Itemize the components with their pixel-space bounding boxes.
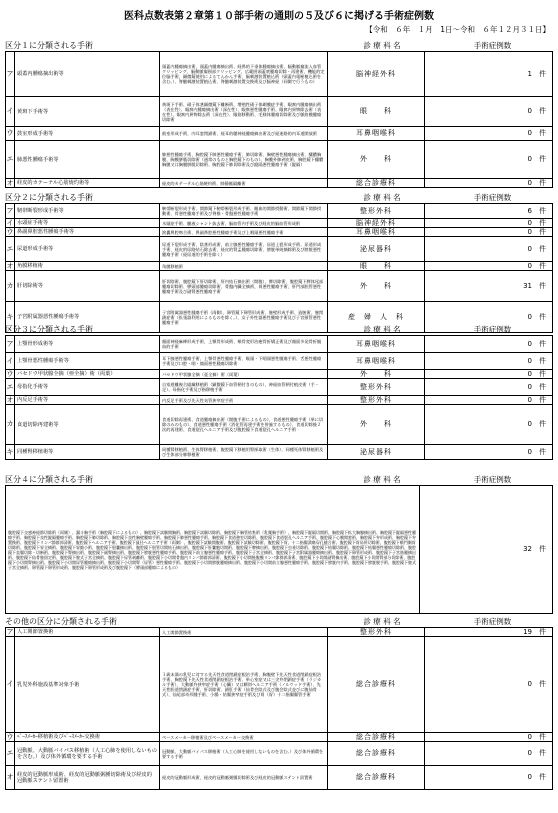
row-name: 上顎骨悪性腫瘍手術等	[15, 353, 160, 370]
row-desc: 耳下腺悪性腫瘍手術、上顎骨悪性腫瘍手術、喉頭・下咽頭悪性腫瘍手術、舌悪性腫瘍手術及び口腔・咽・顔面悪性腫瘍切除術	[160, 353, 328, 370]
row-desc: 自家遊離複合組織移植術（顕微鏡下血管柄付きのもの）、神経血管柄付植皮術（手・足）、母指化手術及び指移植手術	[160, 379, 328, 396]
row-key: オ	[6, 261, 14, 270]
row-desc: バセドウ甲状腺全摘（亜全摘）術（両葉）	[160, 370, 328, 379]
table-row	[6, 52, 553, 97]
row-key: オ	[6, 178, 14, 187]
dept-header: 診 療 科 名	[363, 325, 401, 334]
row-key: エ	[6, 742, 15, 766]
row-name: 上顎骨形成術等	[15, 336, 160, 353]
row-desc: 水頭症手術、髄液シャント抜去術、脳血管内手術及び経皮的脳血管形成術	[160, 219, 328, 228]
table-row	[6, 141, 553, 179]
section-table	[5, 627, 553, 790]
row-key: エ	[6, 141, 15, 179]
row-dept: 耳鼻咽喉科	[328, 228, 425, 237]
section-table	[5, 335, 553, 460]
row-key: イ	[6, 637, 15, 733]
row-desc: 冠動脈、大動脈バイパス移植術（人工心肺を使用しないものを含む。）及び体外循環を要する手術	[160, 742, 328, 766]
row-desc: 肝切除術、腹腔鏡下肝切除術、肝内結石摘出術（開腹）、膵切除術、腹腔鏡下膵体尾部腫瘍切除術、膵頭部腫瘍切除術、骨盤内臓全摘術、胃悪性腫瘍手術、肝門部胆管悪性腫瘍手術及び副腎悪性腫瘍手術	[160, 271, 328, 302]
row-count: 0 件	[425, 262, 553, 271]
row-dept: 眼 科	[328, 97, 425, 127]
row-name: 経皮的冠動脈形成術、経皮的冠動脈粥腫切除術及び経皮的冠動脈ステント留置術	[15, 766, 160, 790]
table-row	[6, 237, 553, 262]
row-name: 肝切除術等	[15, 271, 160, 302]
table-row	[6, 637, 553, 733]
row-count: 0 件	[425, 302, 553, 333]
row-key: オ	[6, 766, 15, 790]
row-count: 0 件	[425, 127, 553, 141]
row-desc: 肺悪性腫瘍手術、胸腔鏡下肺悪性腫瘍手術、肺切除術、胸壁悪性腫瘍摘出術、醸膿胸膜、胸膜胼胝切除術（通常のものと胸腔鏡下のもの）、胸膜外肺剥皮術、胸腔鏡下醸膿胸膜又は胸膜胼胝切除術、胸腔鏡下肺切除術及び縦隔悪性腫瘍手術（縦隔）	[160, 141, 328, 179]
table-row	[6, 271, 553, 302]
period-range: 【令和 ６年 １月 1日～令和 ６年１２月３１日】	[365, 25, 550, 34]
row-dept: 泌尿器科	[328, 237, 425, 262]
row-name: バセドウ甲状腺全摘（亜全摘）術（両葉）	[15, 370, 160, 379]
row-dept: 整形外科	[328, 396, 425, 405]
dept-header: 診 療 科 名	[363, 475, 401, 484]
row-count: 1 件	[425, 52, 553, 97]
row-desc: 内反足手術及び先天性気管狭窄症手術	[160, 396, 328, 405]
row-desc: 経皮的カテーテル心筋焼灼術、肺静脈隔離術	[160, 179, 328, 188]
row-dept: 泌尿器科	[328, 445, 425, 460]
row-name: 靭帯断裂形成手術等	[15, 204, 160, 219]
row-name: 頭蓋内腫瘍摘出術等	[15, 52, 160, 97]
row-desc: １歳未満の乳児に対する先天性食道閉鎖症根治手術、胸腹壁下先天性食道閉鎖症根治手術、胸腔鏡下先天性食道閉鎖症根治手術、単心室症又は三尖弁閉鎖症手術（ラジカル手術）、大動脈弁狭窄症手術（心臓）又は臍帯ヘルニア手術（ノルウッド手術）、先天性胆道閉鎖症手術、肝切除術、鎖肛手術（仙骨会陰式及び腹会陰式並びに腹仙骨式）、仙尾部奇形腫手術、小腸・結腸狭窄症手術及び胃（胃）十二指腸腸管手術	[160, 637, 328, 733]
table-row	[6, 742, 553, 766]
section-title: 区分２に分類される手術	[5, 193, 93, 202]
row-key: ア	[6, 336, 15, 353]
row-name: 乳児外科施設基準対象手術	[15, 637, 160, 733]
table-row	[6, 336, 553, 353]
row-key: イ	[6, 218, 14, 227]
row-key: オ	[6, 395, 14, 404]
row-dept: 総合診療科	[328, 733, 425, 742]
section-title: 区分１に分類される手術	[5, 41, 93, 50]
row-count: 0 件	[425, 370, 553, 379]
row-key: エ	[6, 237, 15, 262]
row-name: 子宮附属器悪性腫瘍手術等	[15, 302, 160, 333]
document-title: 医科点数表第２章第１０部手術の通則の５及び６に掲げる手術症例数	[124, 11, 434, 22]
row-key: カ	[6, 271, 15, 302]
row-dept: 整形外科	[328, 204, 425, 219]
row-name: ﾍﾟｰｽﾒｰｶｰ移植術及びﾍﾟｰｽﾒｰｶｰ交換術	[15, 733, 160, 742]
row-count: 0 件	[425, 219, 553, 228]
table-row	[6, 228, 553, 237]
row-name: 黄斑下手術等	[15, 97, 160, 127]
row-name: 鼓室形成手術等	[15, 127, 160, 141]
row-count: 0 件	[425, 353, 553, 370]
row-name: 角膜移植術	[15, 262, 160, 271]
count-header: 手術症例数	[473, 475, 512, 484]
row-desc: 食道切除再建術、食道腫瘍摘出術（開腹手術によるもの）、食道悪性腫瘍手術（単に切除のみのもの）、食道悪性腫瘍手術（消化管再建手術を併施するもの）、食道切除後２次的再建術、食道裂孔ヘルニア手術及び腹腔鏡下食道裂孔ヘルニア手術	[160, 405, 328, 445]
row-name: 同種腎移植術等	[15, 445, 160, 460]
row-count: 0 件	[425, 733, 553, 742]
table-row	[6, 396, 553, 405]
row-name: 尿道形成手術等	[15, 237, 160, 262]
row-dept: 外 科	[328, 405, 425, 445]
row-count: 0 件	[425, 336, 553, 353]
section-table	[5, 51, 553, 188]
row-dept: 外 科	[328, 141, 425, 179]
row-key: キ	[6, 302, 15, 333]
row-key: カ	[6, 405, 15, 445]
row-count: 0 件	[425, 445, 553, 460]
row-dept: 総合診療科	[328, 637, 425, 733]
row-name: 冠動脈、大動脈バイパス移植術（人工心肺を使用しないものを含む。）及び体外循環を要する手術	[15, 742, 160, 766]
row-desc: 頭蓋内腫瘍摘出術、頭蓋内腫瘍摘出術、経鼻的下垂体腫瘍摘出術、脳動脈瘤流入血管クリッピング、脳動脈瘤頸部クリッピング、広範囲頭蓋底腫瘍切除・再建術、機能的定位脳手術、顕微鏡使用によるてんかん手術、脳刺激装置植込術（頭蓋内電極植込術を含む。）、脊髄刺激装置植込術、脊髄刺激装置交換術及び脳神経（同側で行うもの）	[160, 52, 328, 97]
row-key: ア	[6, 627, 14, 636]
row-name: 水頭症手術等	[15, 219, 160, 228]
table-row	[6, 766, 553, 790]
row-key: ウ	[6, 227, 14, 236]
row-dept: 総合診療科	[328, 179, 425, 188]
row-desc: 同種腎移植術、生体腎移植術、腹腔鏡下移植用腎採取術（生体）、同種死体腎移植術及び生体部分肺移植術	[160, 445, 328, 460]
row-count: 0 件	[425, 97, 553, 127]
table-row	[6, 97, 553, 127]
section-table	[5, 203, 553, 333]
count-header: 手術症例数	[473, 325, 512, 334]
row-key: ア	[6, 52, 15, 97]
row-key: ウ	[6, 127, 15, 141]
row-name: 内反足手術等	[15, 396, 160, 405]
row-count: 19 件	[425, 628, 553, 637]
row-count: 0 件	[425, 237, 553, 262]
row-count: 0 件	[425, 766, 553, 790]
row-dept: 整形外科	[328, 379, 425, 396]
row-desc: 経皮的冠動脈形成術、経皮的冠動脈粥腫切除術及び経皮的冠動脈ステント留置術	[160, 766, 328, 790]
section-title: 区分４に分類される手術	[5, 475, 93, 484]
section-table	[5, 485, 553, 614]
dept-header: 診 療 科 名	[363, 617, 401, 626]
row-key: ウ	[6, 732, 14, 741]
section-other	[5, 616, 553, 790]
row-dept: 耳鼻咽喉科	[328, 336, 425, 353]
row-count: 0 件	[425, 405, 553, 445]
row-desc: 人工関節置換術	[160, 628, 328, 637]
table-row	[6, 405, 553, 445]
row-dept: 眼 科	[328, 262, 425, 271]
table-row	[6, 179, 553, 188]
section-title: その他の区分に分類される手術	[5, 617, 117, 626]
row-count: 0 件	[425, 228, 553, 237]
row-desc: 靭帯断裂形成手術、関節鏡下靭帯断裂形成手術、観血的関節授動術、関節鏡下関節授動術、骨悪性腫瘍手術及び脊椎・骨盤悪性腫瘍手術	[160, 204, 328, 219]
table-row	[6, 733, 553, 742]
row-count: 0 件	[425, 179, 553, 188]
row-count: 32 件	[420, 486, 553, 614]
row-key: エ	[6, 379, 15, 396]
row-key: イ	[6, 353, 15, 370]
row-name: 経皮的カテーテル心筋焼灼術等	[15, 179, 160, 188]
table-row	[6, 628, 553, 637]
table-row	[6, 486, 553, 614]
count-header: 手術症例数	[473, 41, 512, 50]
row-desc: 鼓室形成手術、内耳窓閉鎖術、経耳的聴神経腫瘍摘出術及び経迷路的内耳道開放術	[160, 127, 328, 141]
section-4	[5, 474, 553, 614]
row-dept: 総合診療科	[328, 742, 425, 766]
row-name: 人工関節置換術	[15, 628, 160, 637]
row-count: 6 件	[425, 204, 553, 219]
count-header: 手術症例数	[473, 617, 512, 626]
dept-header: 診 療 科 名	[363, 41, 401, 50]
row-name: 肺悪性腫瘍手術等	[15, 141, 160, 179]
row-name: 母指化手術等	[15, 379, 160, 396]
table-row	[6, 379, 553, 396]
row-name: 食道切除再建術等	[15, 405, 160, 445]
table-row	[6, 370, 553, 379]
row-dept: 脳神経外科	[328, 219, 425, 228]
section-title: 区分３に分類される手術	[5, 325, 93, 334]
row-dept: 外 科	[328, 370, 425, 379]
row-count: 31 件	[425, 271, 553, 302]
row-desc: 顔面神経麻痺形成手術、上顎骨形成術、頬骨変形治癒骨折矯正術及び顔面多発骨折観血的手術	[160, 336, 328, 353]
row-count: 0 件	[425, 742, 553, 766]
row-key: ウ	[6, 369, 14, 378]
row-count: 0 件	[425, 379, 553, 396]
row-dept: 総合診療科	[328, 766, 425, 790]
row-dept: 脳神経外科	[328, 52, 425, 97]
row-key: イ	[6, 97, 15, 127]
row-dept: 外 科	[328, 271, 425, 302]
table-row	[6, 353, 553, 370]
row-name: 鼻副鼻腔悪性腫瘍手術等	[15, 228, 160, 237]
row-dept: 整形外科	[328, 628, 425, 637]
row-desc: 尿道下裂形成手術、陰茎形成術、前立腺悪性腫瘍手術、尿道上裂形成手術、尿道形成手術、経皮的尿路結石除去術、経皮的腎盂腫瘍切除術、膀胱単純摘除術及び膀胱悪性腫瘍手術（経尿道的手術を除く）	[160, 237, 328, 262]
section-2	[5, 192, 553, 333]
row-desc: 角膜移植術	[160, 262, 328, 271]
table-row	[6, 204, 553, 219]
row-count: 0 件	[425, 141, 553, 179]
row-count: 0 件	[425, 396, 553, 405]
table-row	[6, 127, 553, 141]
dept-header: 診 療 科 名	[363, 193, 401, 202]
row-dept: 耳鼻咽喉科	[328, 127, 425, 141]
count-header: 手術症例数	[473, 193, 512, 202]
table-row	[6, 219, 553, 228]
procedure-list: 腹腔鏡下交感神経節切除術（両側）、漏斗胸手術（胸腔鏡下によるもの）、胸腔鏡下試験開胸術、胸腔鏡下試験切除術、胸腔鏡下胸管結紮術（乳糜胸手術）、胸腔鏡下縦隔切開術、胸腔鏡下拡大胸腺摘出術、胸腔鏡下縦隔悪性腫瘍手術、胸腔鏡下良性縦隔腫瘍手術、胸腔鏡下肺切除術、胸腔鏡下良性胸壁腫瘍手術、胸腔鏡下肺悪性腫瘍手術、胸腔鏡下食道憩室切除術、腹腔鏡下食道裂孔ヘルニア手術、腹腔鏡下心膜開窓術、胸腔鏡下弁形成術、胸腔鏡下弁置換術、腹腔鏡下リンパ節群郭清術、腹腔鏡下ヘルニア手術、腹腔鏡下鼠径ヘルニア手術（両側）、腹腔鏡下試験開腹術、腹腔鏡下試験切除術、腹腔鏡下胃、十二指腸潰瘍穿孔縫合術、腹腔鏡下胃局所切除術、腹腔鏡下噴門側胃切除術、腹腔鏡下胃全摘術、腹腔鏡下胃縮小術、腹腔鏡下胆嚢摘出術、腹腔鏡下胆管切開結石摘出術、腹腔鏡下肝嚢胞切開術、腹腔鏡下脾摘出術、腹腔鏡下虫垂切除術、腹腔鏡下結腸切除術、腹腔鏡下結腸悪性腫瘍切除術、腹腔鏡下直腸切除・切断術、腹腔鏡下腎摘出術、腹腔鏡下副腎摘出術、腹腔鏡下膀胱悪性腫瘍手術、腹腔鏡下前立腺悪性腫瘍手術、腹腔鏡下子宮全摘術、腹腔鏡下子宮附属器腫瘍摘出術、腹腔鏡下卵管形成術、腹腔鏡下子宮筋腫摘出術、腹腔鏡下仙骨腟固定術、腹腔鏡下膣式子宮全摘術、腹腔鏡下尿管剥離術、腹腔鏡下小切開骨盤内リンパ節群郭清術、腹腔鏡下小切開後腹膜リンパ節群郭清術、腹腔鏡下小切開副腎摘出術、腹腔鏡下小切開腎部分切除術、腹腔鏡下小切開腎摘出術、腹腔鏡下小切開尿管腫瘍摘出術、腹腔鏡下小切開腎（尿管）悪性腫瘍手術、腹腔鏡下小切開膀胱腫瘍摘出術、腹腔鏡下小切開前立腺悪性腫瘍手術、腹腔鏡下膀胱内手術、腹腔鏡下膀胱脱手術、腹腔鏡下腟式子宮全摘術、卵管鏡下卵管形成術、腹腔鏡下卵管形成術及び腹腔鏡下（膵頭部腫瘍によるもの）	[6, 486, 420, 614]
row-dept: 産 婦 人 科	[328, 302, 425, 333]
section-1	[5, 40, 553, 188]
row-count: 0 件	[425, 637, 553, 733]
row-desc: 涙嚢鼻腔吻合術、鼻副鼻腔悪性腫瘍手術及び上咽頭悪性腫瘍手術	[160, 228, 328, 237]
row-dept: 耳鼻咽喉科	[328, 353, 425, 370]
row-desc: 子宮附属器悪性腫瘍手術（両側）、卵管鏡下卵管形成術、腟壁形成手術、造腟術、腟閉鎖症術（拡張器利用によるものを除く。）、女子外性器悪性腫瘍手術及び子宮頸管悪性腫瘍手術	[160, 302, 328, 333]
table-row	[6, 262, 553, 271]
row-key: キ	[6, 445, 15, 460]
table-row	[6, 445, 553, 460]
row-key: ア	[6, 204, 15, 219]
section-3	[5, 324, 553, 460]
row-desc: ペースメーカー移植術及びペースメーカー交換術	[160, 733, 328, 742]
row-desc: 黄斑下手術、硝子体茎顕微鏡下離断術、増殖性硝子体網膜症手術、眼窩内腫瘍摘出術（表在性）、眼窩内腫瘍摘出術（深在性）、眼窩悪性腫瘍手術、眼窩内異物除去術（表在性）、眼窩内異物除去術（深在性）、眼筋移動術、毛様体腫瘍切除術及び脈絡膜腫瘍切除術	[160, 97, 328, 127]
